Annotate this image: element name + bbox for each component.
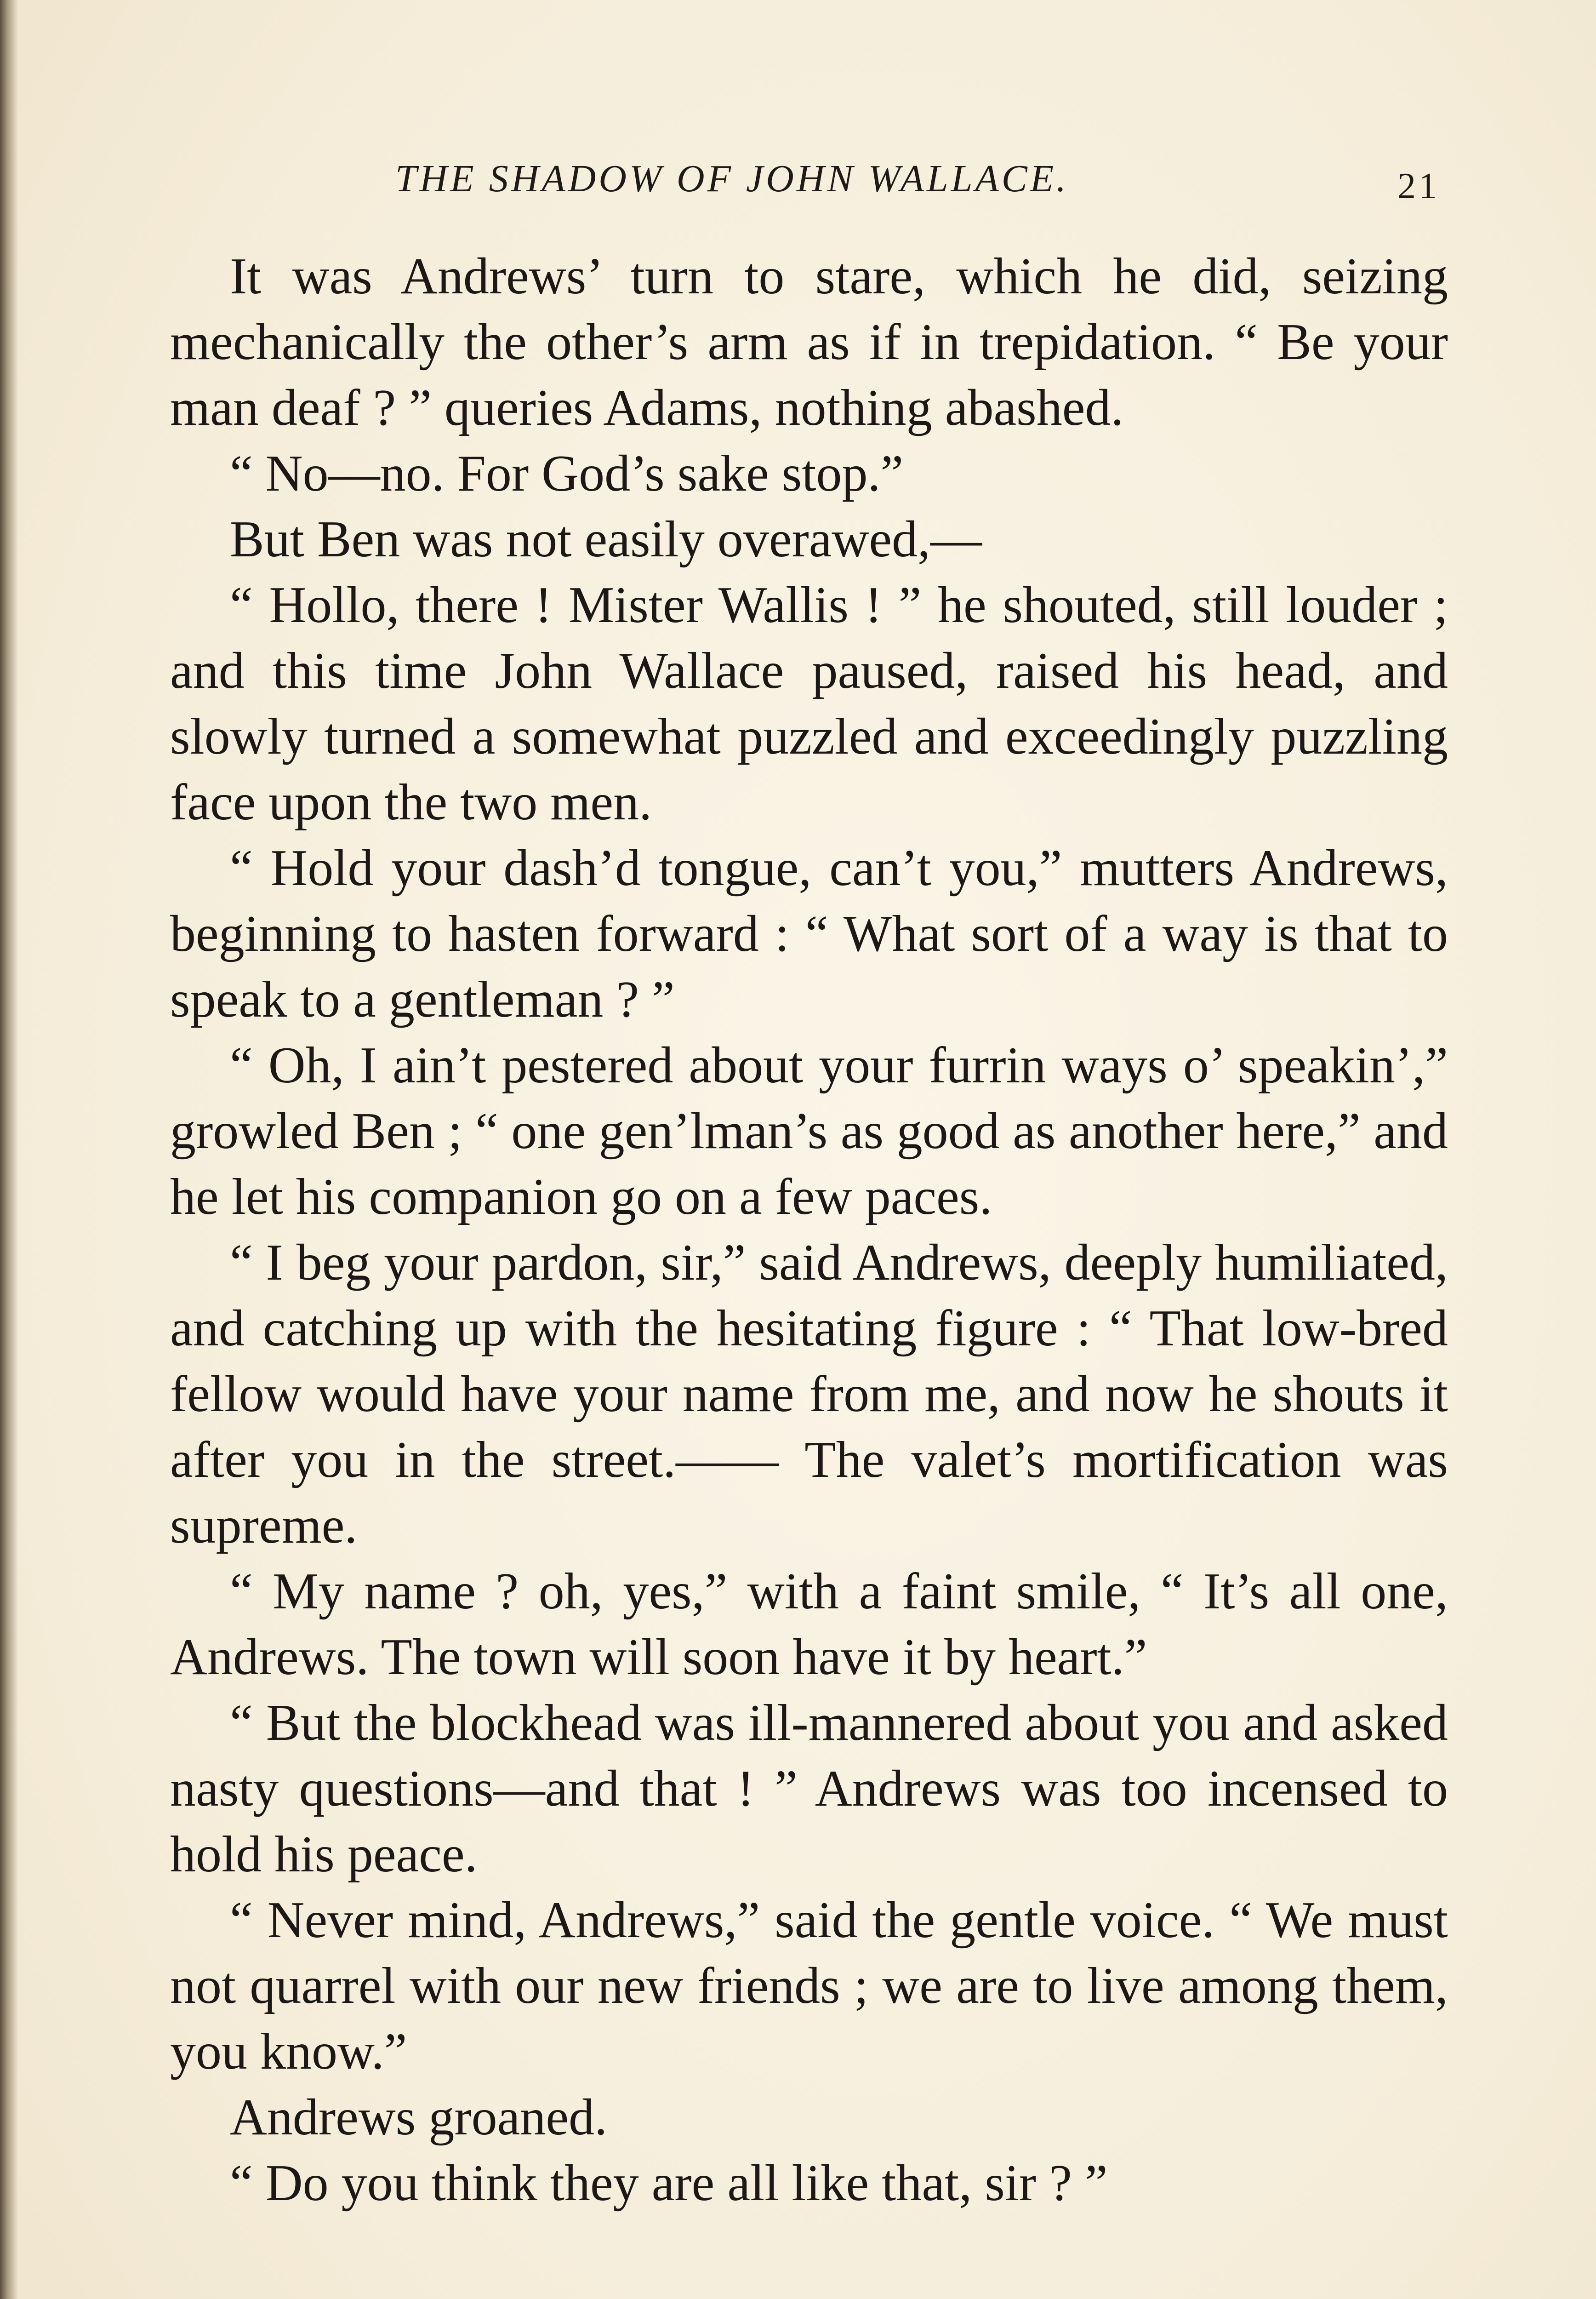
paragraph: Andrews groaned. xyxy=(230,2089,608,2146)
paragraph: “ But the blockhead was ill-mannered about you and asked nasty questions—and that ! ” Andrews was too incensed to hold his peace. xyxy=(170,1694,1448,1883)
body-text xyxy=(170,244,1448,2216)
paragraph: “ My name ? oh, yes,” with a faint smile, “ It’s all one, Andrews. The town will soon have it by heart.” xyxy=(170,1563,1448,1686)
paragraph: “ Oh, I ain’t pestered about your furrin ways o’ speakin’,” growled Ben ; “ one gen’lman’s as good as another here,” and he let his companion go on a few paces. xyxy=(170,1037,1448,1225)
page-number: 21 xyxy=(1397,166,1440,206)
paragraph: “ Hold your dash’d tongue, can’t you,” mutters Andrews, beginning to hasten forward : “ What sort of a way is that to speak to a gentleman ? ” xyxy=(170,840,1448,1028)
paragraph: It was Andrews’ turn to stare, which he did, seizing mechanically the other’s arm as if in trepidation. “ Be your man deaf ? ” queries Adams, nothing abashed. xyxy=(170,248,1448,436)
paragraph: “ Hollo, there ! Mister Wallis ! ” he shouted, still louder ; and this time John Wallace paused, raised his head, and slowly turned a somewhat puzzled and exceedingly puzzling face upon the two men. xyxy=(170,577,1448,831)
page-edge-shadow xyxy=(0,0,18,2299)
paragraph: “ I beg your pardon, sir,” said Andrews, deeply humiliated, and catching up with the hesitating figure : “ That low-bred fellow would have your name from me, and now he shouts it after you in the street.—— The valet’s mortification was supreme. xyxy=(170,1234,1448,1554)
paragraph: “ Never mind, Andrews,” said the gentle voice. “ We must not quarrel with our new friends ; we are to live among them, you know.” xyxy=(170,1892,1448,2080)
paragraph: “ No—no. For God’s sake stop.” xyxy=(230,445,904,502)
paragraph: But Ben was not easily overawed,— xyxy=(230,511,982,568)
paragraph: “ Do you think they are all like that, sir ? ” xyxy=(230,2155,1108,2212)
running-title: THE SHADOW OF JOHN WALLACE. xyxy=(395,157,1069,200)
